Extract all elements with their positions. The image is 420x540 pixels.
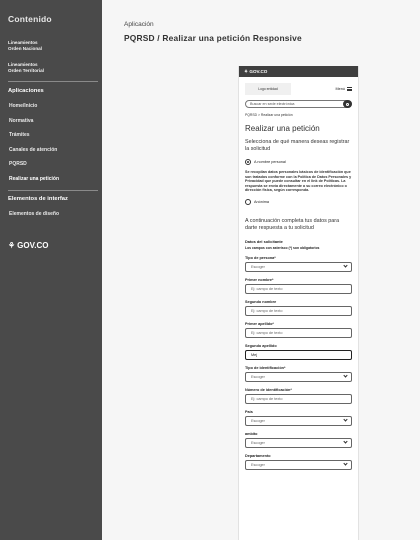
govco-top-bar[interactable]: ⚘ GOV.CO bbox=[239, 66, 358, 77]
govco-mark-icon: ⚘ bbox=[244, 69, 250, 74]
sidebar-category-aplicaciones[interactable]: Aplicaciones bbox=[8, 88, 44, 94]
hamburger-icon bbox=[347, 87, 352, 91]
sidebar-item-normativa[interactable]: Normativa bbox=[9, 117, 34, 124]
sidebar-link-orden-territorial[interactable]: Lineamientos Orden Territorial bbox=[8, 62, 44, 73]
field-segundo-nombre: Segundo nombre Ej: campo de texto bbox=[245, 300, 352, 316]
field-numero-identificacion: Número de identificación* Ej: campo de texto bbox=[245, 388, 352, 404]
chevron-down-icon bbox=[343, 462, 347, 466]
ambito-select[interactable]: Escoger bbox=[245, 438, 352, 448]
radio-selected-icon bbox=[245, 159, 251, 165]
page-title: PQRSD / Realizar una petición Responsive bbox=[124, 33, 302, 43]
sidebar-item-tramites[interactable]: Trámites bbox=[9, 132, 30, 138]
sidebar-item-pqrsd[interactable]: PQRSD bbox=[9, 161, 27, 167]
sidebar-item-canales[interactable]: Canales de atención bbox=[9, 146, 58, 153]
search-button[interactable] bbox=[343, 100, 352, 108]
segundo-nombre-input[interactable]: Ej: campo de texto bbox=[245, 306, 352, 316]
field-segundo-apellido: Segundo apellido Mej bbox=[245, 344, 352, 360]
form-subheading: Datos del solicitante bbox=[245, 238, 283, 244]
sidebar-category-elementos[interactable]: Elementos de interfaz bbox=[8, 196, 68, 202]
radio-unselected-icon bbox=[245, 199, 251, 205]
pais-select[interactable]: Escoger bbox=[245, 416, 352, 426]
chevron-down-icon bbox=[343, 418, 347, 422]
primer-apellido-input[interactable]: Ej: campo de texto bbox=[245, 328, 352, 338]
section-title-registration: Selecciona de qué manera deseas registrar la solicitud bbox=[245, 139, 350, 152]
section-title-data: A continuación completa tus datos para darte respuesta a tu solicitud bbox=[245, 217, 340, 231]
sidebar-item-home[interactable]: Home/Inicio bbox=[9, 103, 38, 109]
field-primer-nombre: Primer nombre* Ej: campo de texto bbox=[245, 278, 352, 294]
field-departamento: Departamento Escoger bbox=[245, 454, 352, 470]
entity-header bbox=[239, 77, 358, 96]
radio-anonima[interactable]: Anónima bbox=[245, 199, 352, 205]
sidebar-link-orden-nacional[interactable]: Lineamientos Orden Nacional bbox=[8, 40, 42, 51]
govco-mark-icon: ⚘ bbox=[8, 241, 16, 250]
sidebar-divider bbox=[8, 190, 98, 191]
entity-logo: Logo entidad bbox=[245, 83, 291, 95]
required-note: Los campos con asterisco (*) son obligatorios bbox=[245, 245, 320, 250]
privacy-notice: Se recopilan datos personales básicos de identificación que son tratados conforme con la Política de Datos Personales y Privacidad que puede consultar en el link de Políticas. La respuesta se envía directamente a su correo electrónico o dirección física, según corresponda. bbox=[245, 170, 352, 193]
radio-nombre-personal[interactable]: A nombre personal bbox=[245, 159, 352, 165]
search-input[interactable]: Buscar en sede electrónica bbox=[245, 100, 352, 108]
field-ambito: ambito Escoger bbox=[245, 432, 352, 448]
breadcrumb: Aplicación bbox=[124, 21, 154, 28]
menu-button[interactable]: Menú bbox=[336, 87, 353, 91]
departamento-select[interactable]: Escoger bbox=[245, 460, 352, 470]
field-tipo-persona: Tipo de persona* Escoger bbox=[245, 256, 352, 272]
sidebar-item-realizar-peticion[interactable]: Realizar una petición bbox=[9, 175, 60, 182]
chevron-down-icon bbox=[343, 264, 347, 268]
segundo-apellido-input[interactable]: Mej bbox=[245, 350, 352, 360]
numero-identificacion-input[interactable]: Ej: campo de texto bbox=[245, 394, 352, 404]
tipo-persona-select[interactable]: Escoger bbox=[245, 262, 352, 272]
sidebar-title: Contenido bbox=[8, 14, 52, 24]
field-primer-apellido: Primer apellido* Ej: campo de texto bbox=[245, 322, 352, 338]
search-icon bbox=[346, 103, 349, 106]
tipo-identificacion-select[interactable]: Escoger bbox=[245, 372, 352, 382]
govco-logo: ⚘ GOV.CO bbox=[8, 241, 49, 250]
field-tipo-identificacion: Tipo de identificación* Escoger bbox=[245, 366, 352, 382]
sidebar-divider bbox=[8, 81, 98, 82]
chevron-down-icon bbox=[343, 374, 347, 378]
mobile-breadcrumb[interactable]: PQRSD > Realizar una petición bbox=[245, 113, 293, 117]
primer-nombre-input[interactable]: Ej: campo de texto bbox=[245, 284, 352, 294]
form-heading: Realizar una petición bbox=[245, 124, 320, 133]
field-pais: País Escoger bbox=[245, 410, 352, 426]
sidebar-item-elementos-diseno[interactable]: Elementos de diseño bbox=[9, 211, 60, 217]
sidebar bbox=[0, 0, 102, 540]
mobile-preview bbox=[238, 66, 359, 540]
chevron-down-icon bbox=[343, 440, 347, 444]
